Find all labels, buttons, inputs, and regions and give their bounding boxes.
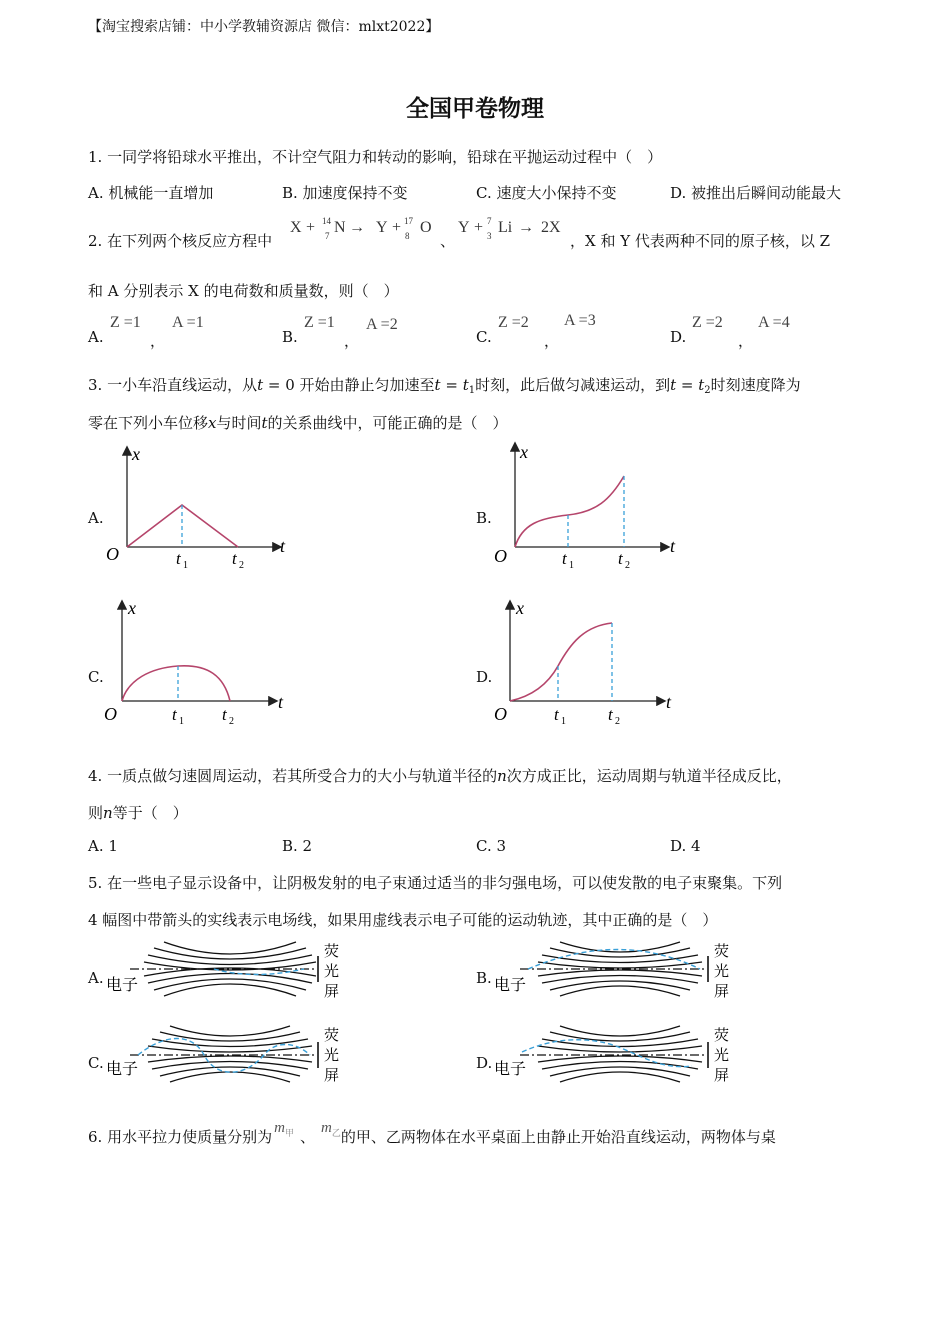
eq2-product: 2X (541, 219, 561, 236)
graph-c (100, 598, 295, 730)
q1-option-d: D. 被推出后瞬间动能最大 (670, 184, 842, 202)
graph-a-t1: t (176, 549, 181, 568)
page-title: 全国甲卷物理 (406, 95, 544, 122)
eq1-arrow: → (349, 219, 365, 236)
graph-d-curve (510, 623, 612, 701)
eq2-arrow: → (518, 219, 534, 236)
screen-label-3: 屏 (324, 1068, 340, 1084)
graph-a-t2-sub: 2 (239, 560, 244, 570)
graph-c-t2-sub: 2 (229, 716, 234, 727)
graph-a (100, 440, 295, 570)
screen-label-1: 荧 (324, 1028, 340, 1044)
eq2-plus: + (474, 219, 484, 236)
graph-a-t-label: t (280, 536, 286, 556)
q2-option-b-a: A =2 (366, 316, 398, 333)
graph-d-t2-sub: 2 (615, 716, 620, 727)
q6-m2: m (320, 1120, 332, 1136)
q4-option-c: C. 3 (476, 837, 507, 855)
graph-a-t2: t (232, 549, 237, 568)
graph-d-origin: O (494, 704, 507, 724)
q1-stem: 1. 一同学将铅球水平推出，不计空气阻力和转动的影响，铅球在平抛运动过程中（ ） (88, 148, 663, 166)
graph-c-t2: t (222, 705, 227, 724)
screen-label-2: 光 (324, 1048, 340, 1064)
eq2-li-mass: 7 (487, 216, 492, 226)
q2-line2: 和 A 分别表示 X 的电荷数和质量数，则（ ） (88, 282, 399, 300)
graph-c-t1: t (172, 705, 177, 724)
q2-option-a-letter: A. (88, 328, 104, 346)
q2-prefix: 2. 在下列两个核反应方程中 (88, 232, 273, 250)
graph-d (488, 598, 683, 730)
shop-note: 【淘宝搜索店铺：中小学教辅资源店 微信：mlxt2022】 (88, 19, 440, 35)
q2-separator: 、 (440, 232, 456, 250)
graph-c-curve (122, 666, 230, 701)
graph-b (488, 440, 683, 570)
q4-option-d: D. 4 (670, 837, 701, 855)
q2-equation-2 (456, 210, 572, 244)
eq1-n-mass: 14 (322, 216, 331, 226)
electron-label: 电子 (494, 1061, 527, 1078)
q2-option-d-letter: D. (670, 328, 687, 346)
screen-label-3: 屏 (324, 984, 340, 1000)
graph-c-x-label: x (128, 598, 136, 618)
q2-option-a-z: Z =1 (110, 314, 141, 331)
graph-d-t2: t (608, 705, 613, 724)
graph-a-t1-sub: 1 (183, 560, 188, 570)
graph-b-t1: t (562, 549, 567, 568)
graph-d-t1-sub: 1 (561, 716, 566, 727)
q3-line1: 3. 一小车沿直线运动，从t = 0 开始由静止匀加速至$t = t_1$时刻，此后做匀减速运动，到$t = t_2$时刻速度降为 (88, 376, 801, 396)
graph-c-origin: O (104, 704, 117, 724)
graph-d-t1: t (554, 705, 559, 724)
field-diagram-d (492, 1022, 742, 1090)
graph-d-t-label: t (666, 692, 672, 712)
q2-option-c-a: A =3 (564, 312, 596, 329)
graph-b-curve (515, 476, 624, 547)
graph-b-origin: O (494, 546, 507, 566)
screen-label-2: 光 (714, 1048, 730, 1064)
q4-line1: 4. 一质点做匀速圆周运动，若其所受合力的大小与轨道半径的n次方成正比，运动周期与轨道半径成反比， (88, 767, 792, 785)
q2-option-b-letter: B. (282, 328, 298, 346)
q5-option-d: D. (476, 1054, 493, 1072)
eq1-o-mass: 17 (404, 216, 413, 226)
graph-b-t2-sub: 2 (625, 560, 630, 570)
screen-label-2: 光 (324, 964, 340, 980)
graph-b-x-label: x (520, 442, 528, 462)
q2-option-c (476, 312, 666, 350)
q2-option-d-a: A =4 (758, 314, 790, 331)
electron-label: 电子 (106, 1061, 139, 1078)
q6-m1-sub: 甲 (284, 1129, 294, 1139)
eq1-o-symbol: O (420, 219, 432, 236)
q2-suffix: ，X 和 Y 代表两种不同的原子核，以 Z (570, 232, 831, 250)
graph-a-x-label: x (132, 444, 140, 464)
q3-line2: 零在下列小车位移x与时间t的关系曲线中，可能正确的是（ ） (88, 414, 508, 432)
screen-label-1: 荧 (714, 1028, 730, 1044)
eq2-y: Y (458, 219, 470, 236)
q2-option-d-comma: ， (738, 332, 754, 350)
electron-label: 电子 (494, 977, 527, 994)
eq2-li-charge: 3 (487, 231, 492, 241)
electron-label: 电子 (106, 977, 139, 994)
q2-option-c-comma: ， (544, 332, 560, 350)
eq2-li-symbol: Li (498, 219, 513, 236)
field-diagram-a (104, 938, 354, 1004)
field-diagram-c (104, 1022, 354, 1090)
screen-label-1: 荧 (324, 944, 340, 960)
eq1-x: X (290, 219, 302, 236)
q2-option-b (282, 314, 472, 350)
eq1-n-symbol: N (334, 219, 346, 236)
graph-b-t2: t (618, 549, 623, 568)
q5-option-a: A. (88, 969, 104, 987)
eq1-o-charge: 8 (405, 231, 410, 241)
q5-line1: 5. 在一些电子显示设备中，让阴极发射的电子束通过适当的非匀强电场，可以使发散的电子束聚集。下列 (88, 874, 783, 892)
q3-option-a: A. (88, 509, 104, 527)
graph-a-origin: O (106, 544, 119, 564)
graph-b-t-label: t (670, 536, 676, 556)
graph-d-x-label: x (516, 598, 524, 618)
q2-option-d (670, 314, 860, 350)
q4-line2: 则n等于（ ） (88, 804, 188, 822)
field-lines (538, 1026, 702, 1082)
screen-label-3: 屏 (714, 984, 730, 1000)
q4-option-b: B. 2 (282, 837, 313, 855)
q3-option-c: C. (88, 668, 104, 686)
q2-option-a (88, 314, 278, 350)
graph-c-t1-sub: 1 (179, 716, 184, 727)
q3-option-b: B. (476, 509, 492, 527)
q1-option-a: A. 机械能一直增加 (88, 184, 214, 202)
eq1-plus: + (306, 219, 316, 236)
q2-option-d-z: Z =2 (692, 314, 723, 331)
field-lines (148, 1026, 312, 1082)
q2-option-c-z: Z =2 (498, 314, 529, 331)
q6-m2-sub: 乙 (331, 1129, 341, 1139)
eq1-n-charge: 7 (325, 231, 330, 241)
q1-option-c: C. 速度大小保持不变 (476, 184, 617, 202)
q5-option-c: C. (88, 1054, 104, 1072)
q2-equation-1 (288, 210, 440, 244)
screen-label-3: 屏 (714, 1068, 730, 1084)
q2-option-b-z: Z =1 (304, 314, 335, 331)
eq1-y: Y (376, 219, 388, 236)
q2-option-c-letter: C. (476, 328, 492, 346)
q6-m1: m (274, 1120, 285, 1136)
q3-option-d: D. (476, 668, 493, 686)
screen-label-2: 光 (714, 964, 730, 980)
q4-option-a: A. 1 (88, 837, 118, 855)
graph-b-t1-sub: 1 (569, 560, 574, 570)
q2-option-a-a: A =1 (172, 314, 204, 331)
q5-line2: 4 幅图中带箭头的实线表示电场线，如果用虚线表示电子可能的运动轨迹，其中正确的是（ ） (88, 911, 718, 929)
screen-label-1: 荧 (714, 944, 730, 960)
q5-option-b: B. (476, 969, 492, 987)
graph-c-t-label: t (278, 692, 284, 712)
q2-option-b-comma: ， (344, 332, 360, 350)
q6-line1: 6. 用水平拉力使质量分别为 $m^甲$ 、 $m^乙$的甲、乙两物体在水平桌面上由静止开始沿直线运动，两物体与桌 (88, 1120, 776, 1146)
q1-option-b: B. 加速度保持不变 (282, 184, 408, 202)
field-diagram-b (492, 938, 742, 1004)
q2-option-a-comma: ， (150, 332, 166, 350)
eq1-plus2: + (392, 219, 402, 236)
